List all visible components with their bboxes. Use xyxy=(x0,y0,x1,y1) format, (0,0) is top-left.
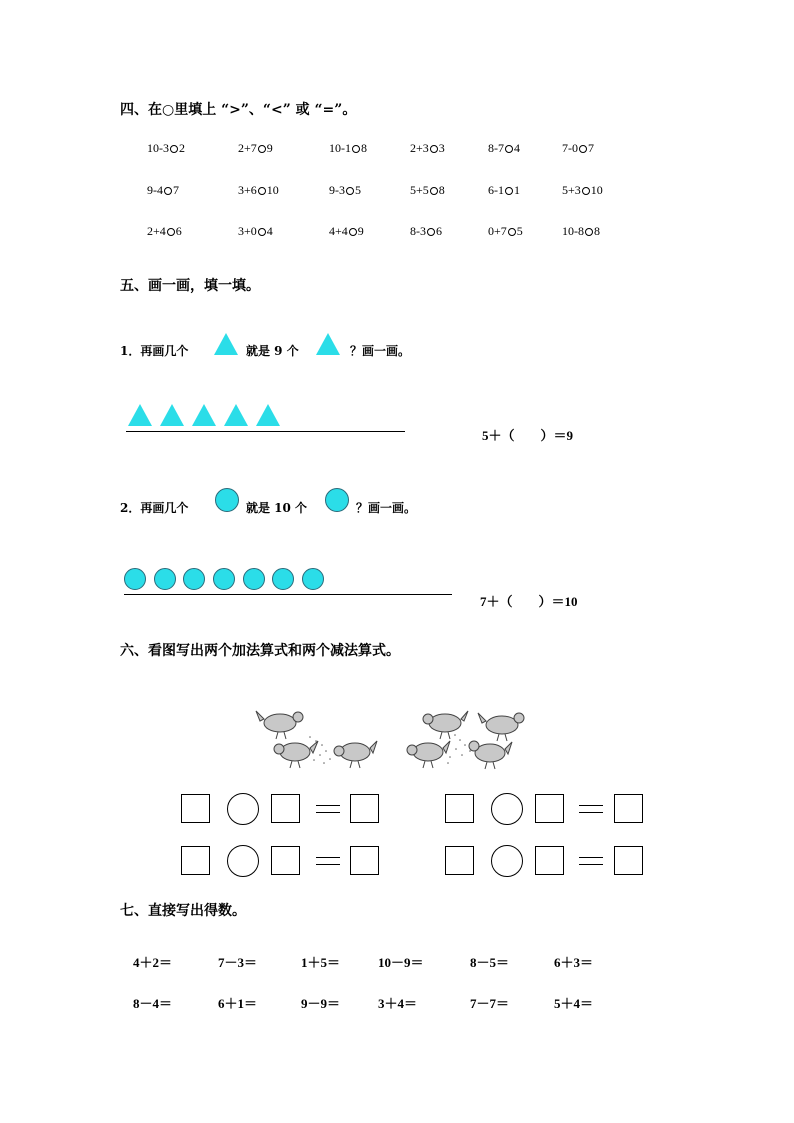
q1-equation: 5＋（ ）＝9 xyxy=(482,428,574,443)
operator-circle[interactable] xyxy=(491,845,523,877)
comparison-right: 8 xyxy=(361,141,367,155)
drawing-line xyxy=(124,594,452,595)
comparison-circle[interactable] xyxy=(352,145,360,153)
comparison-right: 2 xyxy=(179,141,185,155)
q1-text-c: ？画一画。 xyxy=(350,344,411,358)
comparison-left: 5+5 xyxy=(410,183,429,197)
comparison-left: 2+3 xyxy=(410,141,429,155)
q1-text-b: 就是 9 个 xyxy=(246,344,299,358)
circle-icon xyxy=(213,568,235,590)
answer-box[interactable] xyxy=(535,846,564,875)
comparison-left: 6-1 xyxy=(488,183,504,197)
q2-text-a: 2．再画几个 xyxy=(120,501,189,515)
answer-box[interactable] xyxy=(271,794,300,823)
comparison-right: 3 xyxy=(438,141,445,155)
chicken-icon xyxy=(256,711,303,739)
operator-circle[interactable] xyxy=(227,845,259,877)
comparison-right: 9 xyxy=(357,224,364,238)
comparison-item xyxy=(238,224,273,239)
comparison-right: 10 xyxy=(266,183,279,197)
answer-box[interactable] xyxy=(535,794,564,823)
calculation-item: 7－3＝ xyxy=(218,955,258,970)
circle-icon xyxy=(325,488,349,512)
chickens-illustration xyxy=(250,705,540,775)
comparison-circle[interactable] xyxy=(505,145,513,153)
comparison-circle[interactable] xyxy=(346,187,354,195)
triangle-icon xyxy=(128,404,152,426)
comparison-circle[interactable] xyxy=(585,228,593,236)
comparison-right: 7 xyxy=(588,141,594,155)
comparison-item xyxy=(562,141,594,156)
comparison-left: 3+6 xyxy=(238,183,257,197)
triangle-icon xyxy=(160,404,184,426)
comparison-left: 5+3 xyxy=(562,183,581,197)
section6-title: 六、看图写出两个加法算式和两个减法算式。 xyxy=(120,643,400,659)
comparison-item xyxy=(410,141,445,156)
comparison-item xyxy=(488,224,523,239)
calculation-item: 7－7＝ xyxy=(470,996,510,1011)
q1-text-a: 1．再画几个 xyxy=(120,344,189,358)
comparison-item xyxy=(329,224,364,239)
comparison-item xyxy=(147,183,179,198)
comparison-circle[interactable] xyxy=(258,145,266,153)
comparison-item xyxy=(147,224,182,239)
answer-box[interactable] xyxy=(350,846,379,875)
equals-sign xyxy=(579,857,603,865)
section5-title: 五、画一画，填一填。 xyxy=(120,278,260,294)
circle-icon xyxy=(302,568,324,590)
comparison-left: 3+0 xyxy=(238,224,257,238)
chicken-icon xyxy=(407,741,450,768)
triangle-icon xyxy=(256,404,280,426)
comparison-right: 7 xyxy=(173,183,179,197)
comparison-right: 6 xyxy=(175,224,182,238)
comparison-right: 9 xyxy=(266,141,273,155)
comparison-item xyxy=(410,224,442,239)
comparison-item xyxy=(238,183,279,198)
circle-icon xyxy=(183,568,205,590)
calculation-item: 5＋4＝ xyxy=(554,996,594,1011)
comparison-left: 10-1 xyxy=(329,141,351,155)
answer-box[interactable] xyxy=(614,794,643,823)
q2-text-b: 就是 10 个 xyxy=(246,501,308,515)
calculation-item: 4＋2＝ xyxy=(133,955,173,970)
answer-box[interactable] xyxy=(271,846,300,875)
answer-box[interactable] xyxy=(181,846,210,875)
comparison-item xyxy=(488,141,520,156)
calculation-item: 8－5＝ xyxy=(470,955,510,970)
triangle-icon xyxy=(214,333,238,355)
comparison-circle[interactable] xyxy=(258,228,266,236)
comparison-circle[interactable] xyxy=(167,228,175,236)
comparison-item xyxy=(238,141,273,156)
comparison-right: 4 xyxy=(514,141,520,155)
comparison-circle[interactable] xyxy=(582,187,590,195)
calculation-item: 10－9＝ xyxy=(378,955,424,970)
comparison-left: 7-0 xyxy=(562,141,578,155)
comparison-item xyxy=(562,183,603,198)
comparison-right: 10 xyxy=(590,183,603,197)
comparison-left: 8-7 xyxy=(488,141,504,155)
operator-circle[interactable] xyxy=(227,793,259,825)
circle-icon xyxy=(154,568,176,590)
triangle-icon xyxy=(192,404,216,426)
triangle-icon xyxy=(316,333,340,355)
chicken-icon xyxy=(478,713,524,741)
section4-title: 四、在○里填上 “>”、“<” 或 “=”。 xyxy=(120,102,357,118)
circle-icon xyxy=(215,488,239,512)
chicken-icon xyxy=(469,741,512,769)
answer-box[interactable] xyxy=(445,846,474,875)
comparison-right: 5 xyxy=(355,183,361,197)
chicken-icon xyxy=(334,741,377,768)
answer-box[interactable] xyxy=(350,794,379,823)
comparison-item xyxy=(329,141,367,156)
q2-equation: 7＋（ ）＝10 xyxy=(480,594,578,609)
comparison-circle[interactable] xyxy=(508,228,516,236)
chicken-icon xyxy=(423,711,468,739)
comparison-right: 8 xyxy=(594,224,600,238)
operator-circle[interactable] xyxy=(491,793,523,825)
comparison-circle[interactable] xyxy=(505,187,513,195)
comparison-circle[interactable] xyxy=(349,228,357,236)
comparison-item xyxy=(147,141,185,156)
calculation-item: 6＋3＝ xyxy=(554,955,594,970)
comparison-right: 8 xyxy=(438,183,445,197)
calculation-item: 8－4＝ xyxy=(133,996,173,1011)
comparison-circle[interactable] xyxy=(258,187,266,195)
comparison-left: 9-4 xyxy=(147,183,163,197)
comparison-right: 1 xyxy=(514,183,520,197)
drawing-line xyxy=(126,431,405,432)
equals-sign xyxy=(316,805,340,813)
comparison-circle[interactable] xyxy=(430,187,438,195)
comparison-item xyxy=(329,183,361,198)
calculation-item: 9－9＝ xyxy=(301,996,341,1011)
calculation-item: 1＋5＝ xyxy=(301,955,341,970)
section7-title: 七、直接写出得数。 xyxy=(120,903,246,919)
comparison-left: 0+7 xyxy=(488,224,507,238)
comparison-left: 2+7 xyxy=(238,141,257,155)
equals-sign xyxy=(316,857,340,865)
comparison-left: 10-3 xyxy=(147,141,169,155)
comparison-item xyxy=(562,224,600,239)
comparison-right: 6 xyxy=(436,224,442,238)
comparison-circle[interactable] xyxy=(430,145,438,153)
comparison-left: 2+4 xyxy=(147,224,166,238)
comparison-left: 9-3 xyxy=(329,183,345,197)
answer-box[interactable] xyxy=(181,794,210,823)
comparison-circle[interactable] xyxy=(170,145,178,153)
answer-box[interactable] xyxy=(445,794,474,823)
circle-icon xyxy=(272,568,294,590)
circle-icon xyxy=(243,568,265,590)
comparison-left: 10-8 xyxy=(562,224,584,238)
circle-icon xyxy=(124,568,146,590)
comparison-right: 5 xyxy=(516,224,523,238)
calculation-item: 3＋4＝ xyxy=(378,996,418,1011)
comparison-item xyxy=(488,183,520,198)
chicken-icon xyxy=(274,741,318,768)
comparison-left: 8-3 xyxy=(410,224,426,238)
q2-text-c: ？画一画。 xyxy=(356,501,417,515)
comparison-circle[interactable] xyxy=(427,228,435,236)
comparison-right: 4 xyxy=(266,224,273,238)
comparison-item xyxy=(410,183,445,198)
comparison-left: 4+4 xyxy=(329,224,348,238)
equals-sign xyxy=(579,805,603,813)
comparison-circle[interactable] xyxy=(579,145,587,153)
calculation-item: 6＋1＝ xyxy=(218,996,258,1011)
triangle-icon xyxy=(224,404,248,426)
comparison-circle[interactable] xyxy=(164,187,172,195)
answer-box[interactable] xyxy=(614,846,643,875)
